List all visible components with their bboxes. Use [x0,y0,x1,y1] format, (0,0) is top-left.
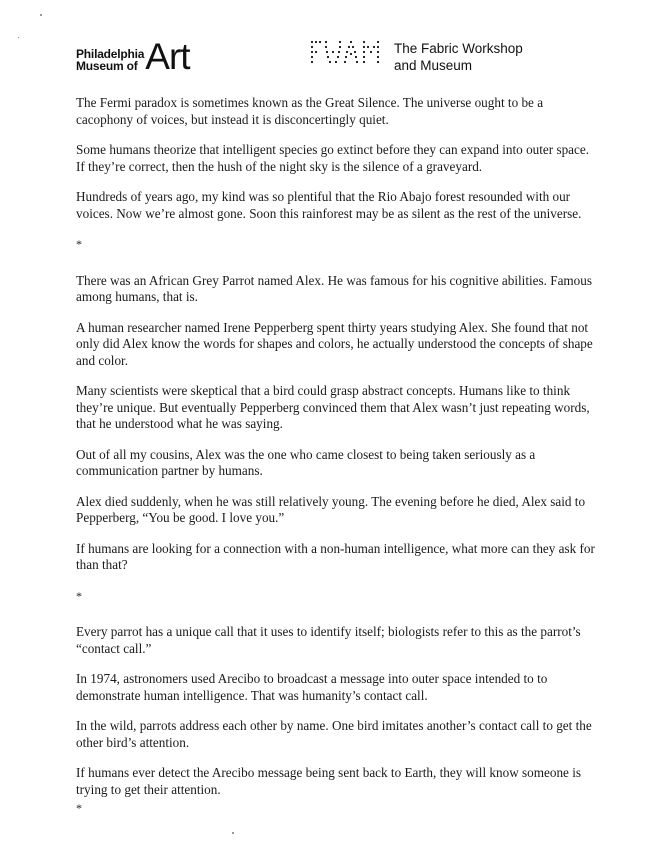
paragraph: Many scientists were skeptical that a bird could grasp abstract concepts. Humans like to think they’re unique. But eventually Pepperberg convinced them that Alex wasn’t just repeating words, that he understood what he was saying. [76,383,590,431]
section-separator: * [76,801,82,815]
paragraph: There was an African Grey Parrot named Alex. He was famous for his cognitive abilities. Famous among humans, that is. [76,272,593,304]
scan-speck [40,14,42,16]
pma-logo-wordmark [76,48,144,72]
scan-speck [18,37,19,38]
paragraph: In 1974, astronomers used Arecibo to broadcast a message into outer space intended to to demonstrate human intelligence. That was humanity’s contact call. [76,671,548,703]
fwm-logo-line1: The Fabric Workshop [394,41,523,56]
fwm-logo-line2: and Museum [394,58,473,73]
fwm-logo-text [394,40,523,74]
paragraph: Every parrot has a unique call that it uses to identify itself; biologists refer to this as the parrot’s “contact call.” [76,624,581,656]
fabric-workshop-logo [310,40,523,74]
paragraph: The Fermi paradox is sometimes known as the Great Silence. The universe ought to be a cacophony of voices, but instead it is disconcertingly quiet. [76,95,544,127]
document-body [76,95,596,837]
paragraph: If humans are looking for a connection with a non-human intelligence, what more can they ask for than that? [76,540,595,572]
philadelphia-museum-of-art-logo [76,36,190,77]
section-separator: * [76,237,82,251]
pma-logo-line1: Philadelphia [76,47,145,61]
paragraph: If humans ever detect the Arecibo message being sent back to Earth, they will know someone is trying to get their attention. [76,765,582,797]
paragraph: In the wild, parrots address each other by name. One bird imitates another’s contact call to get the other bird’s attention. [76,718,592,750]
pma-logo-art: Art [145,36,190,77]
paragraph: Out of all my cousins, Alex was the one who came closest to being taken seriously as a communication partner by humans. [76,446,536,478]
fwm-dot-matrix-icon [310,40,380,68]
paragraph: Some humans theorize that intelligent species go extinct before they can expand into outer space. If they’re correct, then the hush of the night sky is the silence of a graveyard. [76,142,590,174]
pma-logo-line2: Museum of [76,59,138,73]
paragraph: Hundreds of years ago, my kind was so plentiful that the Rio Abajo forest resounded with our voices. Now we’re almost gone. Soon this rainforest may be as silent as the rest of the universe. [76,189,582,221]
section-separator: * [76,588,82,603]
paragraph: Alex died suddenly, when he was still relatively young. The evening before he died, Alex said to Pepperberg, “You be good. I love you.” [76,493,586,525]
paragraph: A human researcher named Irene Pepperberg spent thirty years studying Alex. She found that not only did Alex know the words for shapes and colors, he actually understood the concepts of shape and color. [76,319,593,368]
